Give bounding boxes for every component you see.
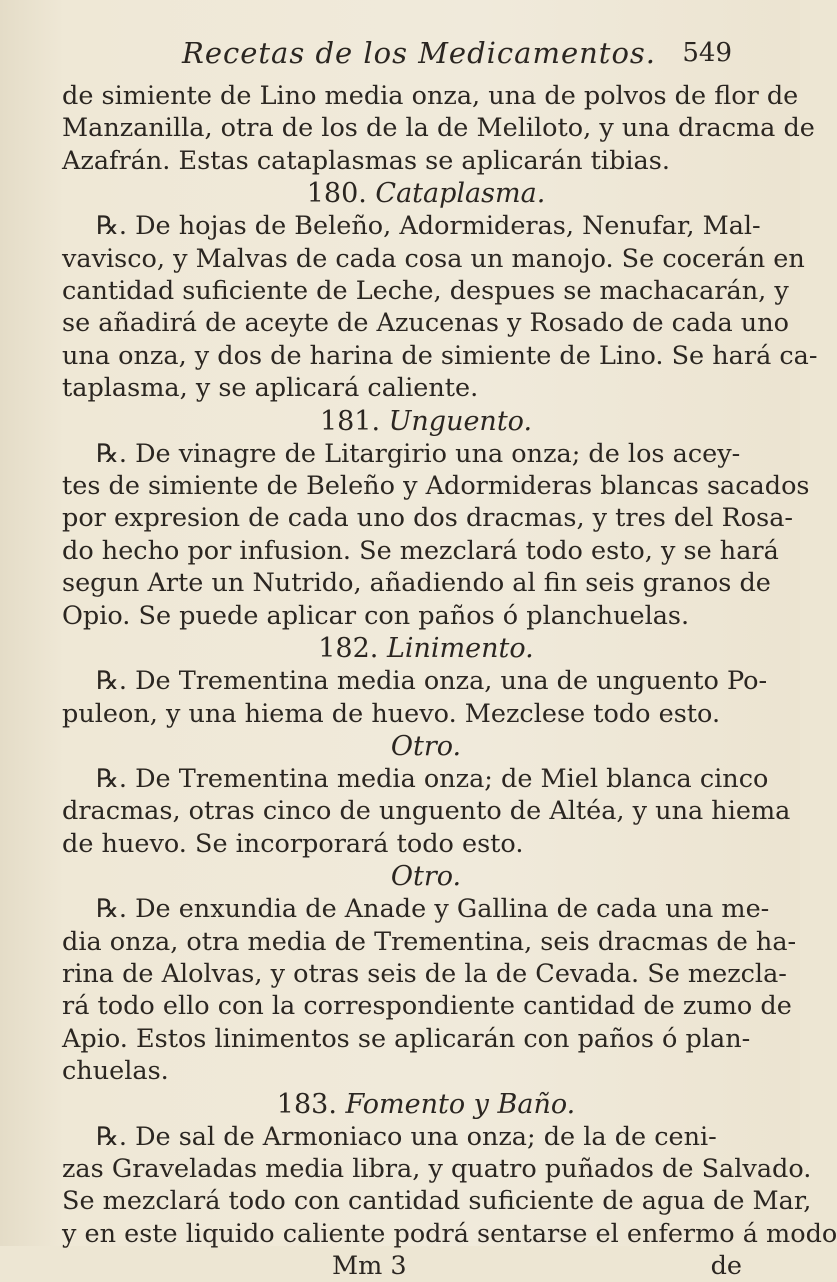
section-heading [62,730,750,763]
text-line: de huevo. Se incorporará todo esto. [62,828,524,859]
section-title: Otro. [390,861,462,893]
text-line: cantidad suficiente de Leche, despues se machacarán, y [62,276,789,307]
section-title: Linimento. [386,633,534,665]
text-line: ℞. De enxundia de Anade y Gallina de cada una me- [96,894,770,925]
signature-mark: Mm 3 [332,1251,407,1282]
text-line: ℞. De hojas de Beleño, Adormideras, Nenufar, Mal- [96,211,761,242]
section-heading [62,860,750,893]
text-line: chuelas. [62,1056,169,1087]
text-line: ℞. De vinagre de Litargirio una onza; de los acey- [96,438,741,469]
text-line: Se mezclará todo con cantidad suficiente de agua de Mar, [62,1186,812,1217]
text-line: rá todo ello con la correspondiente cantidad de zumo de [62,991,792,1022]
body-text [62,80,837,1250]
section-title: Fomento y Baño. [345,1088,576,1120]
page-footer [62,1250,750,1282]
text-line: por expresion de cada uno dos dracmas, y tres del Rosa- [62,503,794,534]
text-line: Azafrán. Estas cataplasmas se aplicarán tibias. [62,145,670,176]
text-line: Manzanilla, otra de los de la de Meliloto, y una dracma de [62,113,815,144]
text-line: ℞. De Trementina media onza; de Miel blanca cinco [96,763,769,794]
text-line: Apio. Estos linimentos se aplicarán con paños ó plan- [62,1023,751,1054]
text-line: rina de Alolvas, y otras seis de la de Cevada. Se mezcla- [62,958,787,989]
text-line: Opio. Se puede aplicar con paños ó planchuelas. [62,600,690,631]
running-head [62,36,750,76]
text-line: y en este liquido caliente podrá sentarse el enfermo á modo [62,1218,837,1249]
text-line: vavisco, y Malvas de cada cosa un manojo. Se cocerán en [62,243,805,274]
section-heading [62,632,750,665]
section-title: Otro. [390,730,462,762]
section-title: Unguento. [388,405,533,437]
section-number: 182. [318,633,387,665]
section-heading [62,177,750,210]
text-line: tes de simiente de Beleño y Adormideras blancas sacados [62,471,810,502]
text-line: se añadirá de aceyte de Azucenas y Rosado de cada uno [62,308,789,339]
catchword: de [710,1251,742,1282]
text-line: dracmas, otras cinco de unguento de Altéa, y una hiema [62,796,791,827]
text-line: segun Arte un Nutrido, añadiendo al fin seis granos de [62,568,771,599]
section-heading [62,405,750,438]
text-line: puleon, y una hiema de huevo. Mezclese todo esto. [62,698,721,729]
text-line: taplasma, y se aplicará caliente. [62,373,479,404]
text-line: zas Graveladas media libra, y quatro puñados de Salvado. [62,1153,812,1184]
section-number: 180. [306,178,376,210]
section-heading [62,1088,750,1121]
section-number: 181. [319,405,389,437]
text-line: ℞. De sal de Armoniaco una onza; de la de ceni- [96,1121,717,1152]
text-line: una onza, y dos de harina de simiente de Lino. Se hará ca- [62,340,818,371]
section-title: Cataplasma. [375,178,546,210]
section-number: 183. [276,1088,346,1120]
text-line: ℞. De Trementina media onza, una de unguento Po- [96,666,768,697]
text-line: do hecho por infusion. Se mezclará todo esto, y se hará [62,535,779,566]
text-line: dia onza, otra media de Trementina, seis dracmas de ha- [62,926,797,957]
text-line: de simiente de Lino media onza, una de polvos de flor de [62,81,799,111]
page-number: 549 [682,38,732,68]
running-title: Recetas de los Medicamentos. [182,36,657,70]
